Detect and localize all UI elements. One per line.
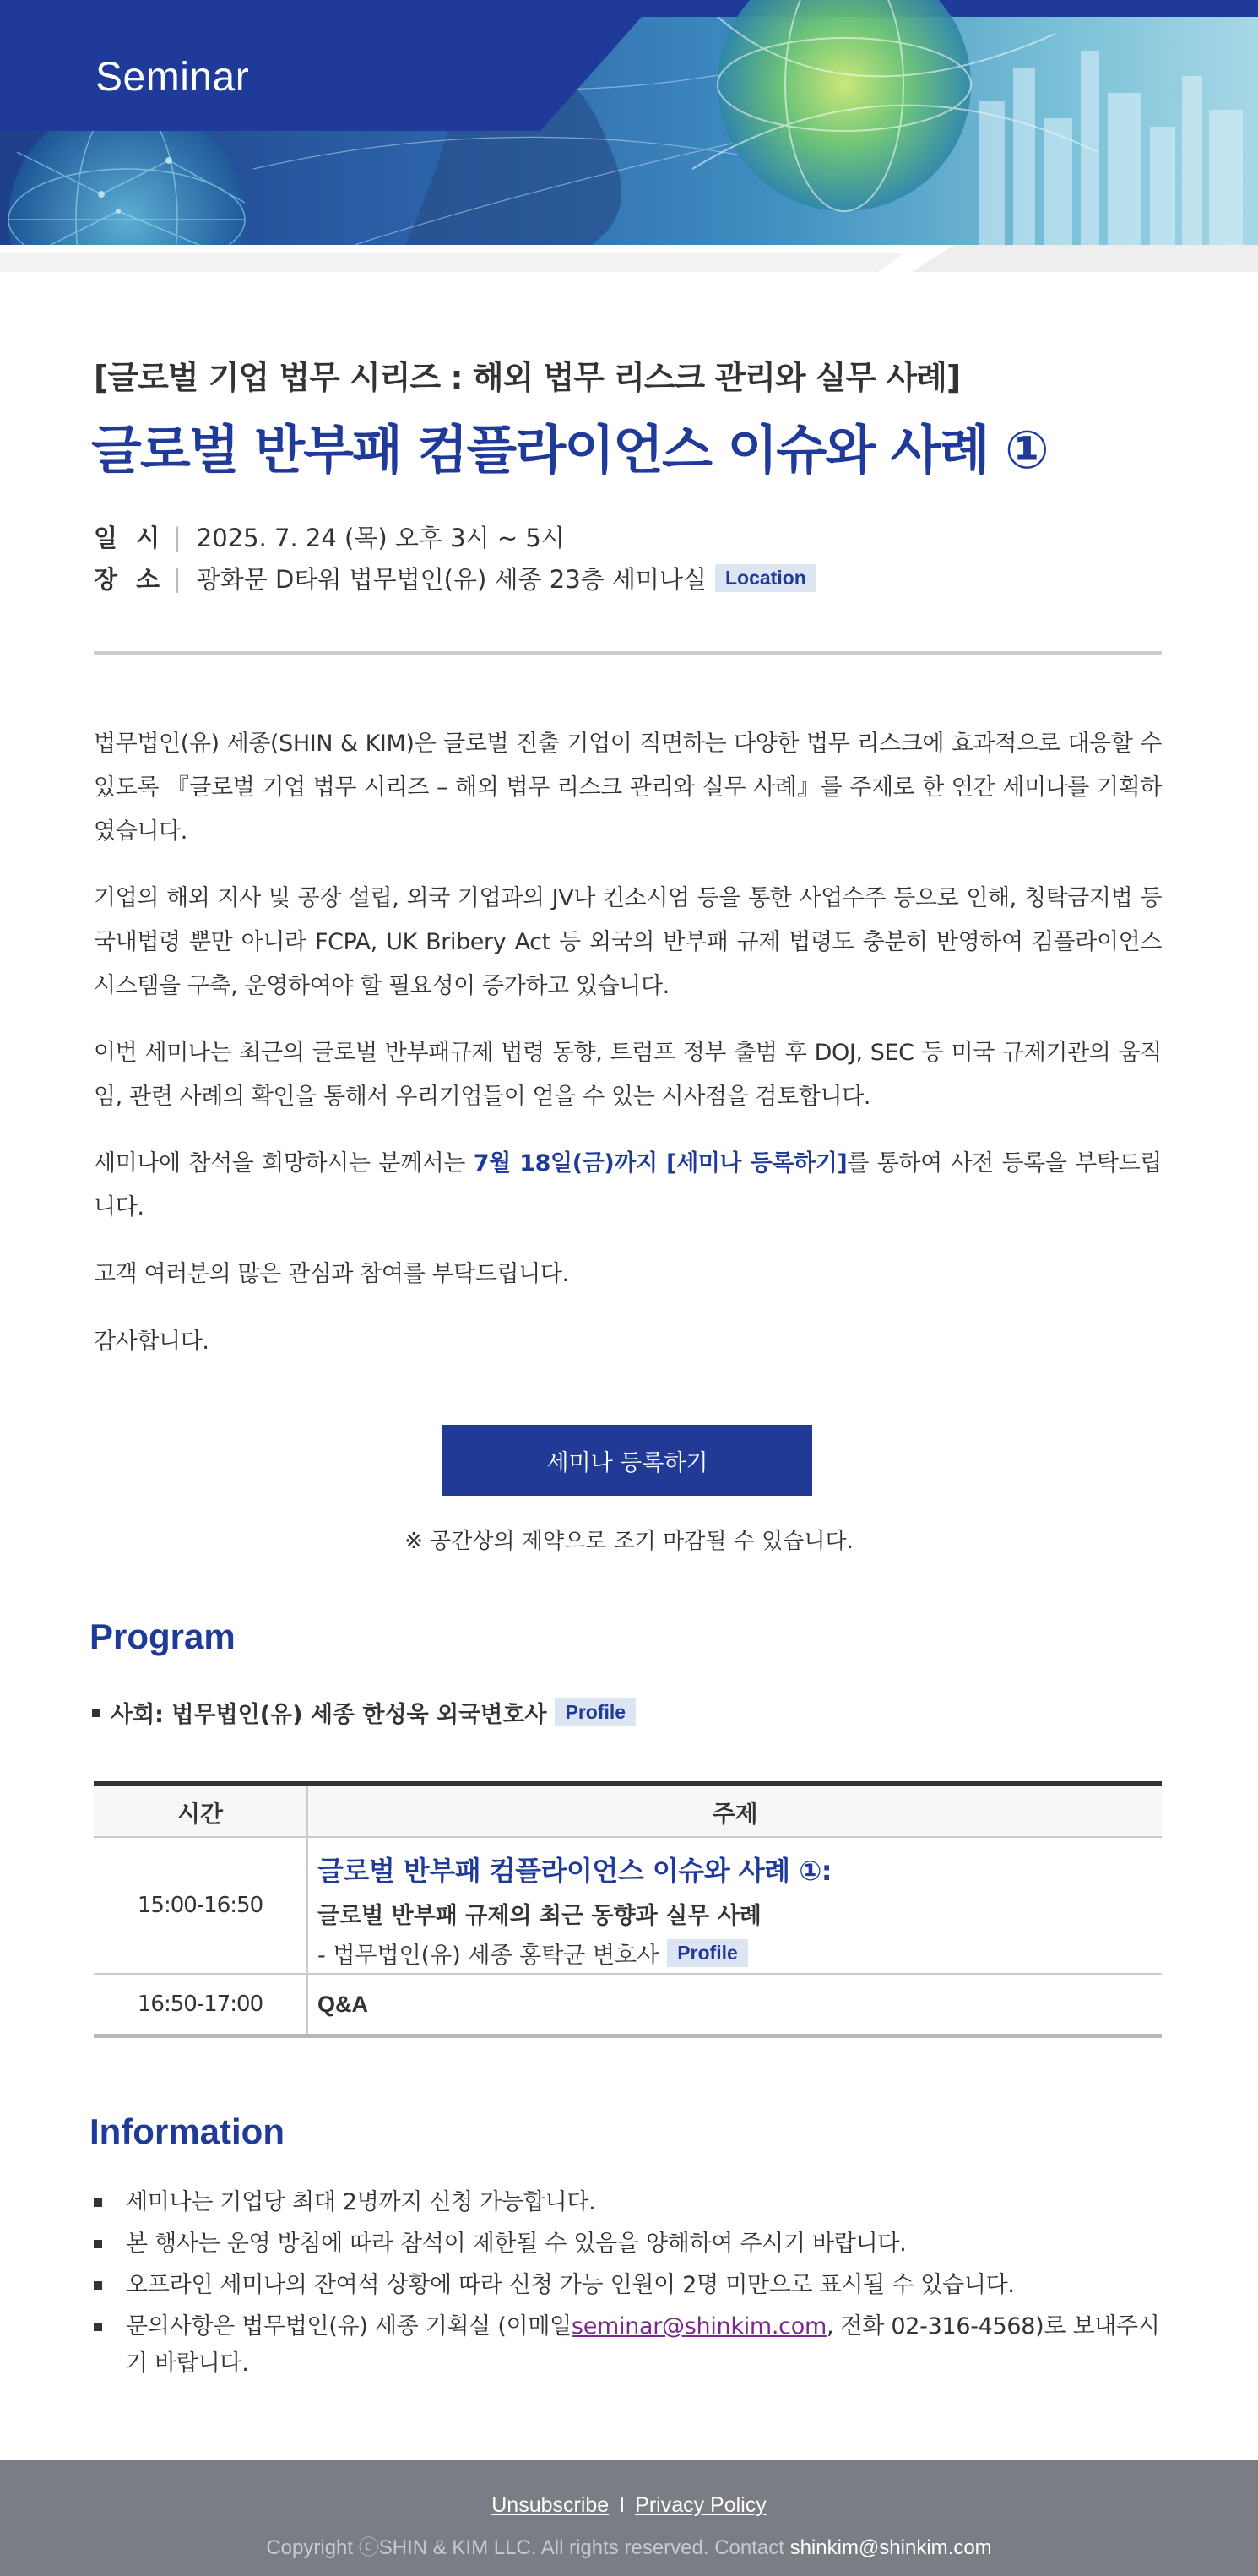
unsubscribe-link[interactable]: Unsubscribe	[491, 2493, 610, 2517]
column-divider	[306, 1838, 308, 1975]
banner-title: Seminar	[95, 55, 250, 100]
copyright	[0, 2530, 1258, 2560]
banner-artwork	[0, 0, 1258, 272]
information-title: Information	[89, 2111, 285, 2151]
copyright-text: Copyright ⓒSHIN & KIM LLC. All rights reserved. Contact	[266, 2536, 790, 2559]
time-column-header: 시간	[176, 1799, 224, 1828]
table-header	[94, 1786, 1162, 1838]
bullet-icon	[94, 2198, 102, 2207]
section-divider	[94, 651, 1162, 655]
footer-separator: I	[619, 2493, 626, 2517]
closing-paragraph: 감사합니다.	[94, 1329, 209, 1355]
list-item	[94, 2308, 1162, 2383]
bullet-icon	[94, 2281, 102, 2290]
list-item	[94, 2267, 1162, 2304]
bullet-icon	[94, 2323, 102, 2331]
column-divider	[306, 1975, 308, 2034]
date-label: 일 시	[94, 524, 165, 552]
contact-text-post: , 전화 02-316-4568)로 보내주시기 바랍니다.	[126, 2313, 1160, 2377]
intro-paragraph: 법무법인(유) 세종(SHIN & KIM)은 글로벌 진출 기업이 직면하는 다양한 법무 리스크에 효과적으로 대응할 수 있도록 『글로벌 기업 법무 시리즈 – 해외 법무 리스크 관리와 실무 사례』를 주제로 한 연간 세미나를 기획하였습니다.	[94, 731, 1162, 845]
location-link[interactable]: Location	[715, 564, 816, 591]
seminar-title: 글로벌 반부패 컴플라이언스 이슈와 사례 ①	[91, 419, 1048, 481]
program-title: Program	[89, 1617, 236, 1656]
session-time: 15:00-16:50	[137, 1893, 263, 1918]
qa-time: 16:50-17:00	[137, 1992, 263, 2017]
contact-text-pre: 문의사항은 법무법인(유) 세종 기획실 (이메일	[126, 2313, 572, 2340]
registration-text-post: 를 통하여 사전 등록을 부탁드립니다.	[94, 1150, 1162, 1220]
info-text: 본 행사는 운영 방침에 따라 참석이 제한될 수 있음을 양해하여 주시기 바랍니다.	[126, 2231, 907, 2257]
speaker-name: - 법무법인(유) 세종 홍탁균 변호사	[317, 1943, 659, 1969]
column-divider	[306, 1786, 308, 1838]
bullet-icon	[94, 2240, 102, 2248]
place-row	[94, 561, 816, 595]
meta-separator: |	[173, 563, 182, 593]
place-label: 장 소	[94, 565, 165, 594]
footer-contact-email[interactable]: shinkim@shinkim.com	[789, 2536, 992, 2559]
table-bottom-rule	[94, 2034, 1162, 2038]
bullet-icon	[92, 1709, 100, 1717]
date-row	[94, 519, 565, 554]
list-item	[94, 2184, 1162, 2221]
thanks-paragraph: 고객 여러분의 많은 관심과 참여를 부탁드립니다.	[94, 1261, 569, 1287]
date-value: 2025. 7. 24 (목) 오후 3시 ~ 5시	[196, 524, 565, 552]
place-value: 광화문 D타워 법무법인(유) 세종 23층 세미나실	[196, 565, 707, 594]
topic-column-header: 주제	[712, 1799, 758, 1828]
info-text: 세미나는 기업당 최대 2명까지 신청 가능합니다.	[126, 2189, 596, 2215]
series-subtitle: [글로벌 기업 법무 시리즈 : 해외 법무 리스크 관리와 실무 사례]	[94, 359, 961, 396]
background-paragraph: 기업의 해외 지사 및 공장 설립, 외국 기업과의 JV나 컨소시엄 등을 통한 사업수주 등으로 인해, 청탁금지법 등 국내법령 뿐만 아니라 FCPA, UK Bribery Act 등 외국의 반부패 규제 법령도 충분히 반영하여 컴플라이언스 시스템을 구축, 운영하여야 할 필요성이 증가하고 있습니다.	[94, 885, 1162, 999]
speaker-profile-link[interactable]: Profile	[667, 1939, 748, 1966]
registration-deadline: 7월 18일(금)까지 [세미나 등록하기]	[473, 1150, 848, 1177]
session-speaker	[317, 1937, 832, 1970]
session-topic	[317, 1850, 832, 1970]
capacity-note: ※ 공간상의 제약으로 조기 마감될 수 있습니다.	[404, 1529, 854, 1554]
privacy-policy-link[interactable]: Privacy Policy	[635, 2493, 767, 2517]
meta-separator: |	[173, 522, 182, 552]
registration-paragraph	[94, 1142, 1162, 1230]
moderator-profile-link[interactable]: Profile	[555, 1698, 636, 1725]
session-title: 글로벌 반부패 컴플라이언스 이슈와 사례 ①:	[317, 1855, 832, 1887]
register-button[interactable]: 세미나 등록하기	[442, 1425, 812, 1496]
seminar-banner	[0, 0, 1258, 272]
moderator-text: 사회: 법무법인(유) 세종 한성욱 외국변호사	[111, 1702, 547, 1728]
info-text: 오프라인 세미나의 잔여석 상황에 따라 신청 가능 인원이 2명 미만으로 표시될 수 있습니다.	[126, 2272, 1015, 2298]
qa-topic: Q&A	[317, 1992, 368, 2017]
agenda-paragraph: 이번 세미나는 최근의 글로벌 반부패규제 법령 동향, 트럼프 정부 출범 후 DOJ, SEC 등 미국 규제기관의 움직임, 관련 사례의 확인을 통해서 우리기업들이 얻을 수 있는 시사점을 검토합니다.	[94, 1040, 1162, 1110]
information-list	[94, 2184, 1162, 2387]
table-row	[94, 1838, 1162, 1975]
contact-email-link[interactable]: seminar@shinkim.com	[571, 2313, 827, 2340]
list-item	[94, 2225, 1162, 2263]
moderator-line	[92, 1696, 636, 1729]
session-subtitle: 글로벌 반부패 규제의 최근 동향과 실무 사례	[317, 1903, 762, 1929]
footer-links	[0, 2493, 1258, 2518]
registration-text-pre: 세미나에 참석을 희망하시는 분께서는	[94, 1150, 474, 1177]
table-row	[94, 1975, 1162, 2034]
